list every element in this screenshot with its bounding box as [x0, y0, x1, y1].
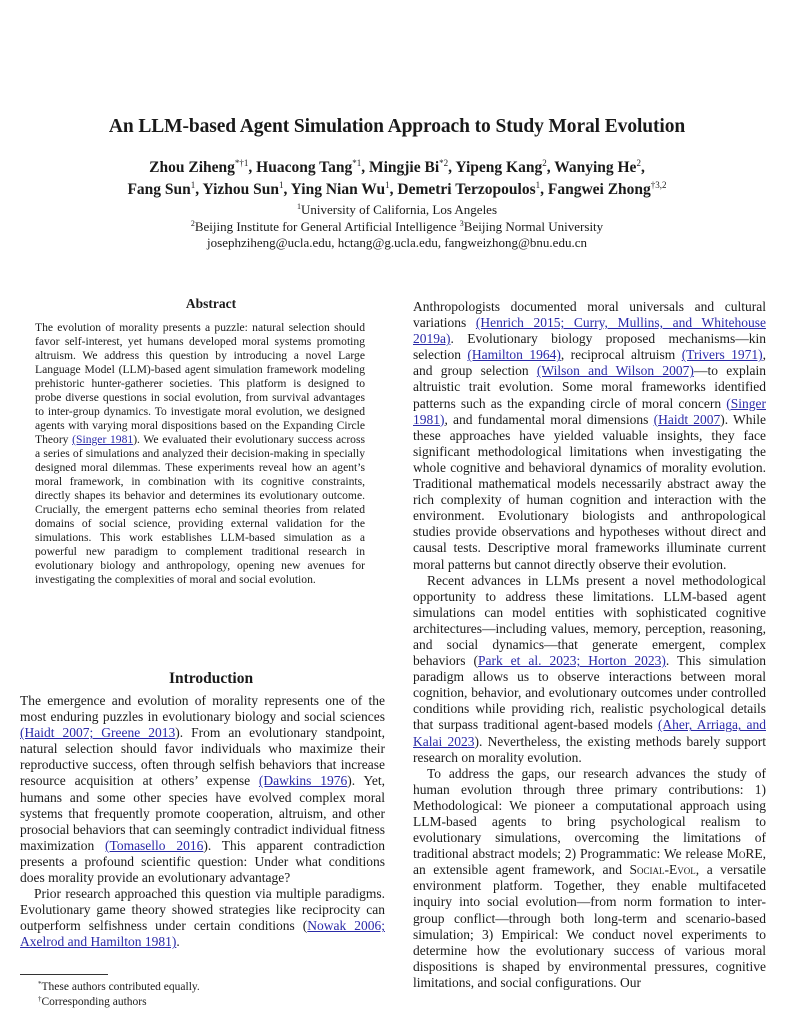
citation-link[interactable]: (Haidt 2007 — [653, 411, 721, 427]
footnote-corresponding: †Corresponding authors — [38, 995, 147, 1008]
citation-link[interactable]: (Singer 1981 — [72, 433, 134, 446]
citation-link[interactable]: (Tomasello 2016 — [105, 837, 204, 853]
citation-link[interactable]: (Haidt 2007; Greene 2013 — [20, 725, 176, 741]
citation-link[interactable]: (Singer 1981) — [413, 395, 766, 427]
citation-link[interactable]: (Hamilton 1964) — [467, 347, 561, 363]
paper-title: An LLM-based Agent Simulation Approach to Study Moral Evolution — [108, 116, 686, 137]
author-emails: josephziheng@ucla.edu, hctang@g.ucla.edu, fangweizhong@bnu.edu.cn — [207, 235, 587, 250]
introduction-left-column — [20, 693, 385, 951]
footnotes — [38, 980, 378, 1010]
author: Yipeng Kang$^2$ — [455, 158, 547, 176]
citation-link[interactable]: (Trivers 1971) — [681, 347, 763, 363]
abstract-heading: Abstract — [185, 296, 237, 311]
author: Ying Nian Wu$^1$ — [290, 180, 390, 198]
author: Wanying He$^2$ — [554, 158, 641, 176]
paragraph: Prior research approached this question via multiple paradigms. Evolutionary game theory showed strategies like reciprocity can outperform selfishness under certain conditions (Nowak 2006; Axelrod and Hamilton 1981). — [20, 886, 385, 950]
author: Yizhou Sun$^1$ — [202, 180, 284, 198]
author: Demetri Terzopoulos$^1$ — [397, 180, 541, 198]
introduction-right-column — [413, 299, 766, 991]
footnote-equal-contribution: *These authors contributed equally. — [38, 980, 200, 993]
platform-name: Social-Evol — [629, 862, 696, 878]
author: Fang Sun$^1$ — [127, 180, 196, 198]
paragraph-continued: Anthropologists documented moral universals and cultural variations (Henrich 2015; Curry, Mullins, and Whitehouse 2019a). Evolutionary biology proposed mechanisms—kin selection (Hamilton 1964), reciprocal altruism (Trivers 1971), and group selection (Wilson and Wilson 2007)—to explain altruistic trait evolution. Some moral frameworks identified patterns such as the expanding circle of moral concern (Singer 1981), and fundamental moral dimensions (Haidt 2007). While these approaches have yielded valuable insights, they face significant methodological limitations when investigating the whole cognitive and behavioral dynamics of morality evolution. Traditional mathematical models necessarily abstract away the rich complexity of human cognition and interaction with the environment. Evolutionary biologists and anthropological studies provide observations and hypotheses without direct and causal tests. Descriptive moral frameworks illuminate current moral patterns but cannot directly observe their evolution. — [413, 299, 766, 572]
author: Fangwei Zhong$^{\dagger 3,2}$ — [547, 180, 667, 198]
introduction-heading: Introduction — [168, 670, 254, 687]
citation-link[interactable]: Park et al. 2023; Horton 2023) — [477, 653, 666, 669]
abstract-body: The evolution of morality presents a puzzle: natural selection should favor self-interest, yet humans developed moral systems promoting altruism. We address this question by introducing a novel Large Language Model (LLM)-based agent simulation framework modeling prehistoric hunter-gatherer societies. This platform is designed to probe diverse questions in social evolution, from survival advantages to inter-group dynamics. To investigate moral evolution, we designed agents with varying moral dispositions based on the Expanding Circle Theory (Singer 1981). We evaluated their evolutionary success across a series of simulations and analyzed their decision-making in specially designed moral dilemmas. These experiments reveal how an agent’s moral framework, in combination with its cognitive constraints, directly shapes its behavior and determines its evolutionary outcome. Crucially, the emergent patterns echo seminal theories from related domains of social science, providing external validation for the simulations. This work establishes LLM-based simulation as a powerful new paradigm to complement traditional research in evolutionary biology and anthropology, opening new avenues for investigating the complexities of moral and social evolution. — [35, 321, 366, 586]
framework-name: MoRE — [726, 846, 763, 862]
affiliation-2-3: $^2$Beijing Institute for General Artificial Intelligence $^3$Beijing Normal University — [190, 218, 604, 234]
footnote-divider — [20, 974, 108, 975]
author: Mingjie Bi$^{*2}$ — [368, 158, 449, 176]
citation-link[interactable]: (Aher, Arriaga, and Kalai 2023 — [413, 717, 766, 749]
paragraph: The emergence and evolution of morality represents one of the most enduring puzzles in evolutionary biology and social sciences (Haidt 2007; Greene 2013). From an evolutionary standpoint, natural selection should favor individuals who maximize their reproductive success, often through selfish behaviors that increase resource acquisition at others’ expense (Dawkins 1976). Yet, humans and some other species have evolved complex moral systems that frequently promote cooperation, altruism, and other prosocial behaviors that can seemingly contradict individual fitness maximization (Tomasello 2016). This apparent contradiction presents a profound scientific question: Under what conditions does morality provide an evolutionary advantage? — [20, 693, 386, 886]
affiliations — [40, 202, 754, 252]
citation-link[interactable]: (Wilson and Wilson 2007) — [536, 363, 694, 379]
affiliation-1: $^1$University of California, Los Angeles — [296, 202, 498, 217]
citation-link[interactable]: (Dawkins 1976 — [258, 773, 348, 789]
paragraph: To address the gaps, our research advances the study of human evolution through three primary contributions: 1) Methodological: We pioneer a computational approach using LLM-based agents to bring psychological realism to evolutionary simulations, overcoming the limitations of traditional abstract models; 2) Programmatic: We release MoRE, an extensible agent framework, and Social-Evol, a versatile environment platform. Together, they enable multifaceted inquiry into social evolution—from norm formation to inter-group conflict—through both long-term and scenario-based simulation; 3) Empirical: We conduct novel experiments to determine how the evolutionary success of various moral dispositions is shaped by environmental pressures, cognitive limitations, and social configurations. Our — [413, 765, 766, 990]
paragraph: Recent advances in LLMs present a novel methodological opportunity to address these limitations. LLM-based agent simulations can model entities with sophisticated cognitive architectures—including values, memory, perception, reasoning, and social dynamics—that generate emergent, complex behaviors (Park et al. 2023; Horton 2023). This simulation paradigm allows us to observe interactions between moral cognition, behavior, and evolutionary outcomes under controlled conditions while providing rich, realistic psychological details that surpass traditional agent-based models (Aher, Arriaga, and Kalai 2023). Nevertheless, the existing methods barely support research on morality evolution. — [413, 572, 766, 765]
author-list: Zhou Ziheng$^{*\dagger 1}$, Huacong Tang$^{*1}$, Mingjie Bi$^{*2}$, Yipeng Kang$^2$, Wanying He$^2$, Fang Sun$^1$, Yizhou Sun$^1$, Ying Nian Wu$^1$, Demetri Terzopoulos$^1$, Fangwei Zhong$^{\dagger 3,2}$ — [127, 158, 667, 198]
author: Huacong Tang$^{*1}$ — [256, 158, 362, 176]
author: Zhou Ziheng$^{*\dagger 1}$ — [149, 158, 249, 176]
citation-link[interactable]: (Henrich 2015; Curry, Mullins, and Whitehouse 2019a) — [413, 315, 766, 347]
citation-link[interactable]: Nowak 2006; Axelrod and Hamilton 1981) — [20, 918, 385, 950]
